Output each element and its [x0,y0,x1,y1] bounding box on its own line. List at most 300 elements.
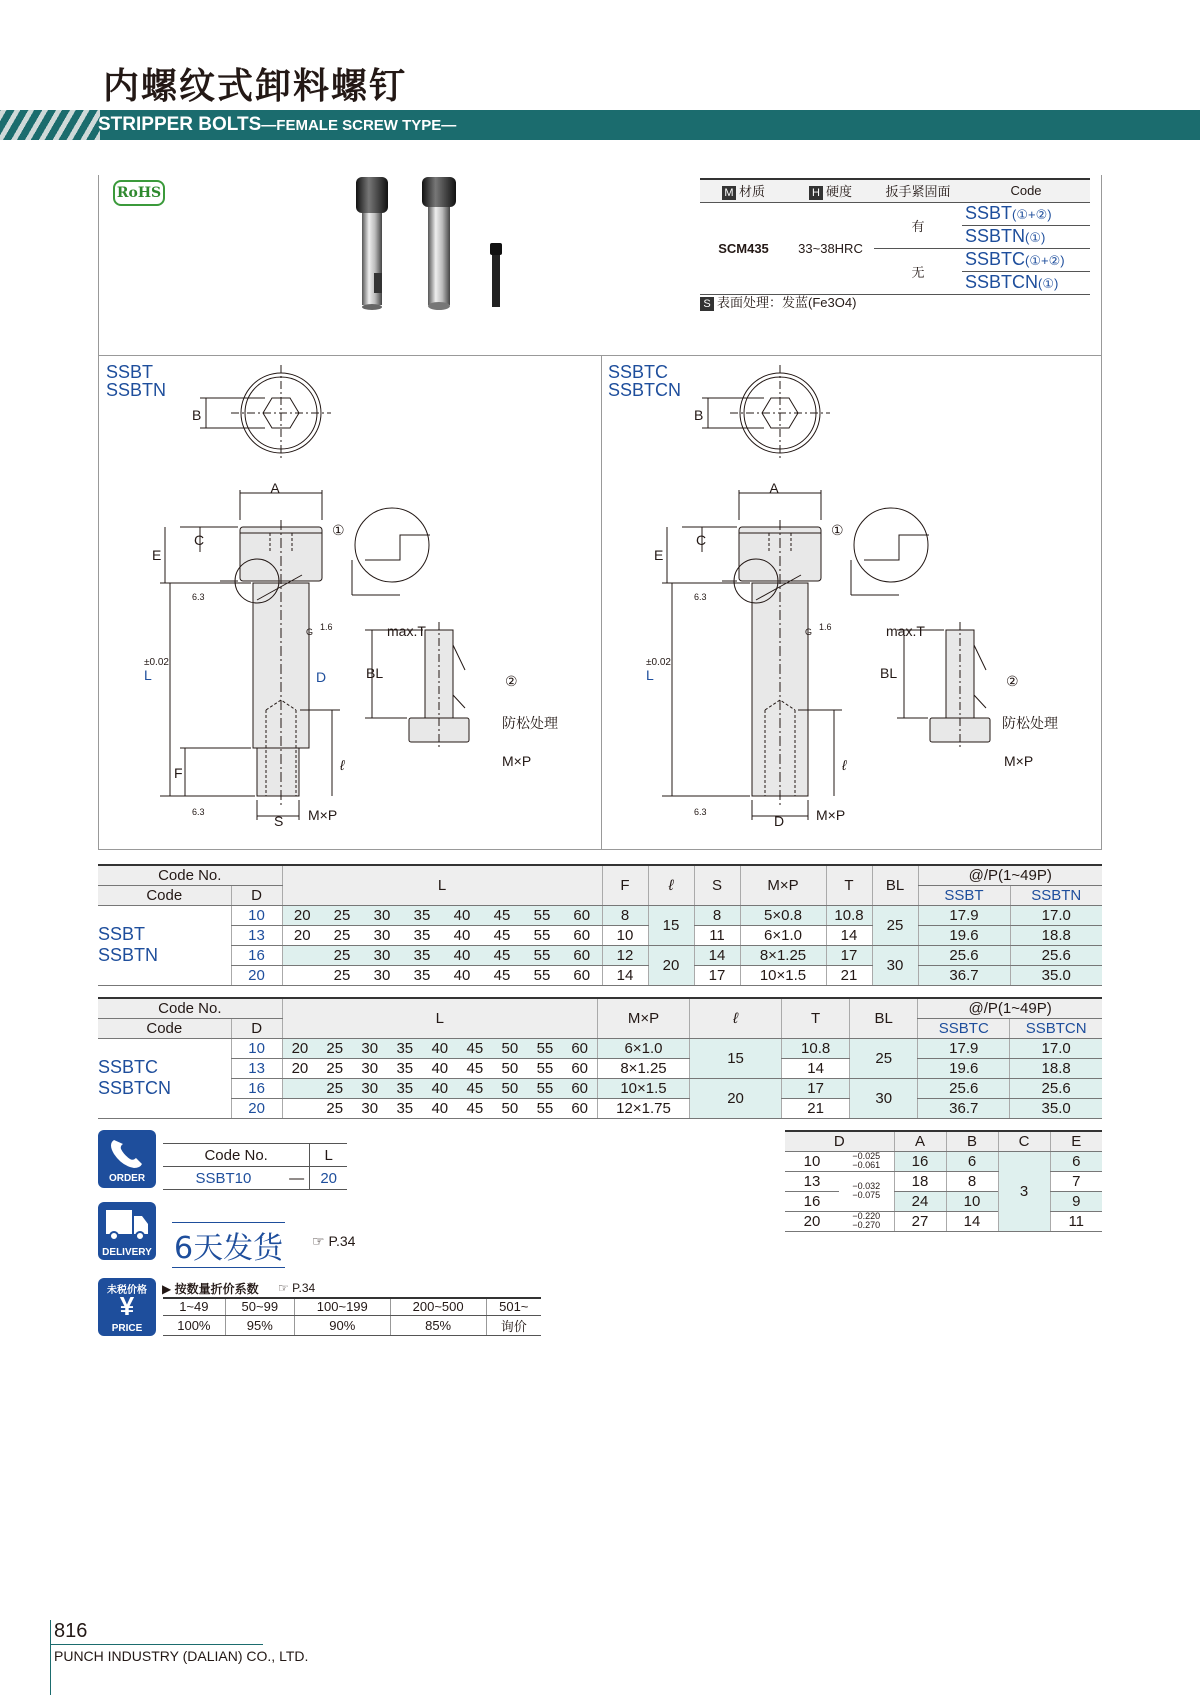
tolerance [839,1211,894,1231]
E-value: 6 [1050,1151,1102,1171]
MxP-value: 8×1.25 [740,945,826,965]
D-value: 13 [785,1171,839,1191]
dim-ell: ℓ [842,757,847,773]
BL-value: 25 [850,1038,918,1078]
code-cell [98,905,231,985]
yen-icon: ¥ [119,1291,135,1321]
order-dash: — [284,1167,310,1190]
L-value: 60 [562,945,602,965]
roughness-G: G [805,627,813,637]
material-value: SCM435 [700,202,787,294]
th-L: L [282,865,602,905]
L-value: 40 [422,1098,457,1118]
L-value: 20 [282,905,322,925]
phone-icon [98,1132,156,1172]
dim-maxT: max.T [387,623,426,639]
L-value: 20 [282,1058,317,1078]
code-cell [98,1038,231,1118]
S-value: 8 [694,905,740,925]
wrench-no: 无 [874,248,962,294]
E-value: 11 [1050,1211,1102,1231]
surface-badge: S [700,297,714,311]
price-1: 19.6 [918,1058,1010,1078]
drawing-label: SSBTC [608,362,669,382]
roughness-16: 1.6 [819,622,832,632]
price-1: 17.9 [918,1038,1010,1058]
S-value: 17 [694,965,740,985]
footer-vline [50,1620,51,1695]
th-MxP: M×P [597,998,689,1038]
L-value: 45 [457,1098,492,1118]
hardness-header: 硬度 [825,184,852,200]
product-photo [340,175,540,315]
L-value: 60 [562,1078,597,1098]
F-value: 12 [602,945,648,965]
L-value: 45 [457,1038,492,1058]
L-value: 30 [352,1038,387,1058]
th-codeno: Code No. [98,998,282,1018]
B-value: 6 [946,1151,998,1171]
T-value: 21 [826,965,872,985]
qty-cell: 501~ [486,1298,541,1315]
price-2: 18.8 [1010,925,1102,945]
code-name: SSBTC [98,1057,159,1077]
th-D: D [785,1131,894,1151]
L-value: 40 [442,945,482,965]
L-value: 50 [492,1058,527,1078]
th-L: L [282,998,597,1038]
th-D: D [231,885,282,905]
th-codeno: Code No. [98,865,282,885]
F-value: 10 [602,925,648,945]
footer-line [50,1644,263,1645]
th-BL: BL [872,865,918,905]
L-value: 40 [442,925,482,945]
L-value: 60 [562,905,602,925]
dim-C: C [696,532,707,548]
L-value: 45 [457,1078,492,1098]
L-value: 25 [317,1098,352,1118]
delivery-icon [98,1202,156,1260]
roughness-16: 1.6 [320,622,333,632]
D-value: 13 [231,925,282,945]
code-name: SSBTCN [98,1078,172,1098]
price-2: 35.0 [1010,1098,1102,1118]
A-value: 18 [894,1171,946,1191]
L-value: 60 [562,965,602,985]
L-value: 50 [492,1098,527,1118]
F-value: 14 [602,965,648,985]
L-value: 55 [527,1058,562,1078]
th-C: C [998,1131,1050,1151]
tolerance [839,1171,894,1211]
order-L: 20 [310,1167,347,1190]
dim-MxP: M×P [816,807,846,823]
roughness-63: 6.3 [694,592,707,602]
tolerance [839,1151,894,1171]
L-value: 35 [402,965,442,985]
A-value: 27 [894,1211,946,1231]
L-value: 55 [522,965,562,985]
ell-value: 15 [648,905,694,945]
code-note: (①) [1025,230,1046,245]
price-icon [98,1278,156,1336]
L-value: 35 [387,1078,422,1098]
th-code: Code [98,1018,231,1038]
order-example [163,1143,347,1190]
spec-code [962,225,1090,248]
code-name: SSBT [98,924,146,944]
L-value [282,1078,317,1098]
L-value: 45 [482,945,522,965]
dim-D: D [774,813,785,829]
th-E: E [1050,1131,1102,1151]
frame-divider [98,355,1102,356]
D-value: 13 [231,1058,282,1078]
ell-value: 20 [690,1078,782,1118]
price-1: 25.6 [918,945,1010,965]
L-value: 30 [362,905,402,925]
drawing-label: SSBTN [106,380,167,400]
price-icon-top: 未税价格 [107,1285,147,1296]
L-value: 45 [457,1058,492,1078]
D-value: 16 [231,1078,282,1098]
th-price-2: SSBTN [1010,885,1102,905]
set-screw-MxP: M×P [1004,753,1034,769]
banner-stripes [0,110,100,140]
dim-ell: ℓ [340,757,345,773]
company-name: PUNCH INDUSTRY (DALIAN) CO., LTD. [54,1648,309,1664]
D-value: 16 [785,1191,839,1211]
bolt-head [240,527,322,581]
price-2: 25.6 [1010,945,1102,965]
BL-value: 30 [872,945,918,985]
roughness-63: 6.3 [192,592,205,602]
surface-text: 表面处理：发蓝(Fe3O4) [717,295,857,310]
order-icon [98,1130,156,1188]
qty-cell: 50~99 [225,1298,294,1315]
price-icon-label: PRICE [111,1323,143,1334]
th-T: T [782,998,850,1038]
MxP-value: 10×1.5 [740,965,826,985]
L-value: 25 [322,925,362,945]
S-value: 11 [694,925,740,945]
head-dimension-table [785,1130,1102,1232]
B-value: 8 [946,1171,998,1191]
L-value: 40 [442,965,482,985]
price-1: 25.6 [918,1078,1010,1098]
mark-2: ② [505,673,518,689]
MxP-value: 6×1.0 [597,1038,689,1058]
detail-circle [355,508,429,582]
D-value: 20 [231,965,282,985]
L-value: 30 [352,1078,387,1098]
roughness-G: G [306,627,314,637]
price-2: 17.0 [1010,1038,1102,1058]
code-note: (①+②) [1012,207,1052,222]
T-value: 14 [782,1058,850,1078]
L-value: 35 [387,1038,422,1058]
BL-value: 30 [850,1078,918,1118]
L-value: 30 [352,1058,387,1078]
th-code: Code [98,885,231,905]
L-value: 55 [522,905,562,925]
th-price-1: SSBT [918,885,1010,905]
code-name: SSBTN [965,226,1026,246]
surface-note [700,292,856,311]
qty-cell: 100~199 [294,1298,390,1315]
T-value: 17 [826,945,872,965]
th-ell: ℓ [648,865,694,905]
D-value: 10 [231,905,282,925]
L-value: 55 [527,1078,562,1098]
L-value: 20 [282,1038,317,1058]
order-icon-label: ORDER [108,1173,146,1184]
wrench-header: 扳手紧固面 [874,179,962,202]
D-value: 16 [231,945,282,965]
banner-sub: —FEMALE SCREW TYPE— [261,117,457,134]
L-value: 35 [402,905,442,925]
mark-1: ① [831,522,844,538]
D-value: 20 [785,1211,839,1231]
L-value [282,965,322,985]
price-2: 18.8 [1010,1058,1102,1078]
D-value: 10 [231,1038,282,1058]
rate-cell: 100% [163,1315,225,1335]
A-value: 24 [894,1191,946,1211]
L-value [282,945,322,965]
dim-A: A [270,480,280,496]
L-value: 35 [387,1098,422,1118]
code-name: SSBTC [965,249,1026,269]
drawing-label: SSBT [106,362,154,382]
rate-cell: 90% [294,1315,390,1335]
rohs-badge: RoHS [113,180,165,206]
A-value: 16 [894,1151,946,1171]
L-value: 20 [282,925,322,945]
L-value: 25 [317,1038,352,1058]
tol-upper: −0.220 [852,1211,881,1222]
L-value: 25 [317,1078,352,1098]
L-value: 45 [482,905,522,925]
price-1: 17.9 [918,905,1010,925]
B-value: 14 [946,1211,998,1231]
banner-main: STRIPPER BOLTS [98,114,262,135]
page-title: 内螺纹式卸料螺钉 [103,66,408,107]
price-title: ▶ 按数量折价系数 [162,1282,259,1296]
th-F: F [602,865,648,905]
roughness-63: 6.3 [192,807,205,817]
T-value: 10.8 [782,1038,850,1058]
truck-icon [98,1204,156,1244]
L-value: 50 [492,1078,527,1098]
price-1: 36.7 [918,1098,1010,1118]
code-name: SSBT [965,203,1013,223]
L-value: 40 [422,1078,457,1098]
dim-C: C [194,532,205,548]
dim-E: E [654,547,664,563]
th-A: A [894,1131,946,1151]
code-note: (①) [1038,276,1059,291]
E-value: 9 [1050,1191,1102,1211]
mark-2: ② [1006,673,1019,689]
price-2: 25.6 [1010,1078,1102,1098]
L-value: 35 [387,1058,422,1078]
frame-mid-divider [601,355,602,850]
MxP-value: 12×1.75 [597,1098,689,1118]
dim-B: B [192,407,202,423]
L-value: 30 [362,925,402,945]
L-value: 55 [527,1098,562,1118]
L-value: 55 [522,945,562,965]
L-value [282,1098,317,1118]
qty-cell: 200~500 [390,1298,486,1315]
delivery-days: 6天发货 [172,1222,285,1268]
L-value: 30 [352,1098,387,1118]
set-screw-MxP: M×P [502,753,532,769]
dimension-table-ssbtc [98,997,1102,1119]
L-value: 45 [482,925,522,945]
F-value: 8 [602,905,648,925]
T-value: 10.8 [826,905,872,925]
order-h-L: L [310,1144,347,1167]
dim-B: B [694,407,704,423]
L-value: 60 [562,925,602,945]
spec-table [700,178,1090,295]
L-value: 40 [422,1038,457,1058]
dim-A: A [769,480,779,496]
C-value: 3 [998,1151,1050,1231]
L-value: 30 [362,945,402,965]
th-T: T [826,865,872,905]
hardness-badge: H [809,186,823,200]
anti-loose-label: 防松处理 [502,715,558,731]
E-value: 7 [1050,1171,1102,1191]
th-price-1: SSBTC [918,1018,1010,1038]
drawing-ssbtc [642,360,1097,840]
mark-1: ① [332,522,345,538]
drawing-label: SSBTCN [608,380,682,400]
wrench-yes: 有 [874,202,962,248]
tol-lower: −0.270 [852,1220,881,1231]
banner-title [98,114,456,136]
anti-loose-label: 防松处理 [1002,715,1058,731]
th-price: @/P(1~49P) [918,998,1102,1018]
th-D: D [231,1018,282,1038]
dim-L: L [144,667,152,683]
th-B: B [946,1131,998,1151]
MxP-value: 5×0.8 [740,905,826,925]
th-ell: ℓ [690,998,782,1038]
tol-upper: −0.025 [852,1151,881,1162]
L-value: 35 [402,945,442,965]
L-value: 45 [482,965,522,985]
th-S: S [694,865,740,905]
qty-cell: 1~49 [163,1298,225,1315]
L-value: 25 [322,965,362,985]
dim-maxT: max.T [886,623,925,639]
code-header: Code [962,179,1090,202]
spec-code [962,248,1090,271]
L-value: 25 [322,905,362,925]
bolt-end [257,748,299,796]
L-value: 60 [562,1098,597,1118]
dim-BL: BL [366,665,384,681]
MxP-value: 6×1.0 [740,925,826,945]
code-name: SSBTCN [965,272,1039,292]
page-number: 816 [54,1620,88,1642]
BL-value: 25 [872,905,918,945]
th-BL: BL [850,998,918,1038]
rate-cell: 85% [390,1315,486,1335]
code-name: SSBTN [98,945,159,965]
dim-L: L [646,667,654,683]
order-code: SSBT10 [163,1167,284,1190]
MxP-value: 8×1.25 [597,1058,689,1078]
delivery-ref: ☞ P.34 [312,1233,356,1249]
ell-value: 15 [690,1038,782,1078]
L-value: 25 [322,945,362,965]
material-header: 材质 [738,184,765,200]
price-2: 17.0 [1010,905,1102,925]
spec-code [962,202,1090,225]
T-value: 14 [826,925,872,945]
MxP-value: 10×1.5 [597,1078,689,1098]
price-1: 36.7 [918,965,1010,985]
drawing-ssbt [140,360,600,840]
S-value: 14 [694,945,740,965]
dimension-table-ssbt [98,864,1102,986]
T-value: 21 [782,1098,850,1118]
L-value: 60 [562,1038,597,1058]
dim-S: S [274,813,284,829]
L-value: 40 [442,905,482,925]
dim-MxP: M×P [308,807,338,823]
L-value: 55 [522,925,562,945]
th-MxP: M×P [740,865,826,905]
D-value: 20 [231,1098,282,1118]
roughness-63: 6.3 [694,807,707,817]
tol-lower: −0.075 [852,1190,881,1201]
L-value: 40 [422,1058,457,1078]
dim-L-tol: ±0.02 [144,657,169,668]
hardness-value: 33~38HRC [787,202,874,294]
dim-L-tol: ±0.02 [646,657,671,668]
order-h-code: Code No. [163,1144,310,1167]
tol-lower: −0.061 [852,1160,881,1171]
D-value: 10 [785,1151,839,1171]
L-value: 55 [527,1038,562,1058]
L-value: 50 [492,1038,527,1058]
L-value: 30 [362,965,402,985]
dim-D: D [316,669,327,685]
B-value: 10 [946,1191,998,1211]
L-value: 35 [402,925,442,945]
code-note: (①+②) [1025,253,1065,268]
dim-F: F [174,765,183,781]
material-badge: M [722,186,736,200]
L-value: 25 [317,1058,352,1078]
dim-E: E [152,547,162,563]
price-1: 19.6 [918,925,1010,945]
bolt-head [739,527,821,581]
L-value: 60 [562,1058,597,1078]
price-discount-table [163,1297,541,1336]
T-value: 17 [782,1078,850,1098]
ell-value: 20 [648,945,694,985]
price-ref: ☞ P.34 [278,1281,316,1295]
delivery-icon-label: DELIVERY [102,1247,152,1258]
